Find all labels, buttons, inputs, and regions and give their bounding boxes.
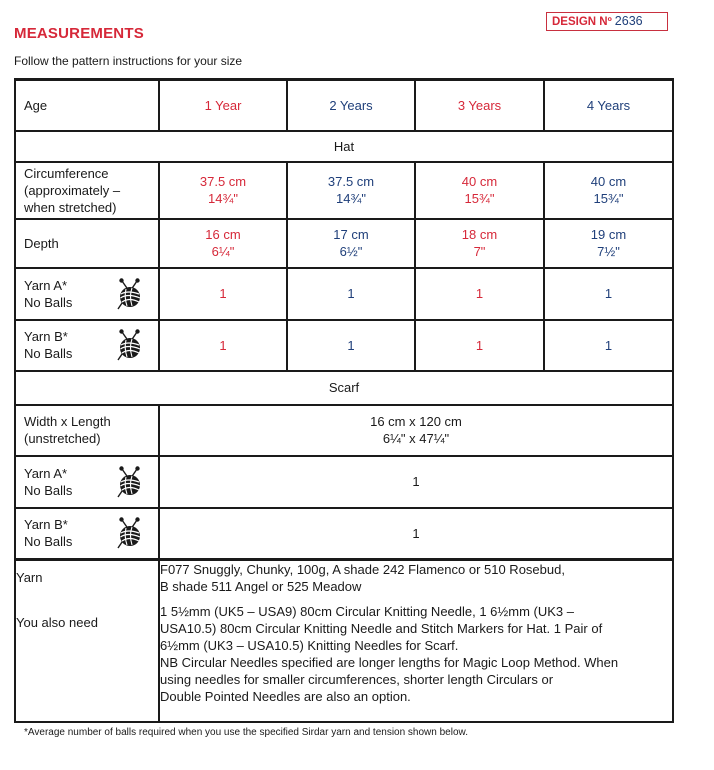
- age-label: Age: [15, 80, 159, 131]
- label-line: Circumference: [24, 165, 109, 181]
- info-labels: [15, 560, 159, 722]
- yarn-b-balls: 1: [415, 320, 544, 371]
- depth-cell: [544, 219, 673, 268]
- hat-yarn-b-label: [15, 320, 159, 371]
- size-header-4: 4 Years: [544, 80, 673, 131]
- depth-cell: [287, 219, 415, 268]
- cm-value: 37.5 cm: [199, 174, 247, 189]
- depth-row: [15, 219, 673, 268]
- hat-section-row: [15, 131, 673, 162]
- design-label: DESIGN Nº: [552, 16, 612, 28]
- design-number-box: [546, 12, 668, 31]
- cm-value: 40 cm: [461, 174, 498, 189]
- label-line: No Balls: [24, 346, 73, 361]
- also-need-label: You also need: [16, 615, 98, 630]
- cm-value: 17 cm: [333, 227, 369, 242]
- scarf-section-row: [15, 371, 673, 405]
- hat-yarn-b-row: [15, 320, 673, 371]
- hat-section-label: Hat: [15, 131, 673, 162]
- footnote: *Average number of balls required when you use the specified Sirdar yarn and tension shown below.: [24, 727, 468, 738]
- scarf-yarn-b-row: [15, 508, 673, 560]
- info-body: [159, 560, 673, 722]
- also-need-description: [160, 603, 672, 705]
- label-line: Yarn A*: [24, 277, 68, 293]
- circumference-row: [15, 162, 673, 219]
- depth-label: Depth: [15, 219, 159, 268]
- scarf-size-label: [15, 405, 159, 456]
- yarn-b-balls: 1: [159, 320, 287, 371]
- design-number: 2636: [614, 14, 643, 28]
- size-header-2: 2 Years: [287, 80, 415, 131]
- scarf-section-label: Scarf: [15, 371, 673, 405]
- yarn-label: Yarn: [16, 570, 43, 585]
- yarn-ball-icon: [114, 465, 144, 499]
- measurements-table: [14, 78, 674, 723]
- scarf-yarn-a-row: [15, 456, 673, 508]
- yarn-a-balls: 1: [159, 268, 287, 320]
- yarn-ball-icon: [114, 328, 144, 362]
- yarn-a-balls: 1: [544, 268, 673, 320]
- inch-value: 7": [473, 244, 486, 259]
- label-line: (unstretched): [24, 431, 101, 446]
- size-header-3: 3 Years: [415, 80, 544, 131]
- circumference-cell: [415, 162, 544, 219]
- page-title: MEASUREMENTS: [14, 25, 144, 42]
- yarn-a-balls: 1: [415, 268, 544, 320]
- label-line: Yarn A*: [24, 465, 68, 481]
- scarf-size-row: [15, 405, 673, 456]
- cm-value: 16 cm: [205, 227, 241, 242]
- circumference-label: [15, 162, 159, 219]
- yarn-b-balls: 1: [287, 320, 415, 371]
- text-line: using needles for smaller circumferences, shorter length Circulars or: [160, 672, 554, 687]
- inch-value: 6¼" x 47¼": [382, 431, 450, 446]
- yarn-ball-icon: [114, 516, 144, 550]
- label-line: Width x Length: [24, 414, 111, 429]
- cm-value: 16 cm x 120 cm: [370, 414, 462, 429]
- yarn-b-balls: 1: [544, 320, 673, 371]
- text-line: B shade 511 Angel or 525 Meadow: [160, 579, 362, 594]
- depth-cell: [159, 219, 287, 268]
- hat-yarn-a-row: [15, 268, 673, 320]
- depth-cell: [415, 219, 544, 268]
- yarn-ball-icon: [114, 277, 144, 311]
- inch-value: 15¾": [593, 191, 624, 206]
- text-line: F077 Snuggly, Chunky, 100g, A shade 242 Flamenco or 510 Rosebud,: [160, 562, 565, 577]
- label-line: Yarn B*: [24, 517, 68, 533]
- inch-value: 14¾": [208, 191, 238, 206]
- circumference-cell: [159, 162, 287, 219]
- subtitle: Follow the pattern instructions for your size: [14, 54, 243, 68]
- cm-value: 18 cm: [461, 227, 498, 242]
- cm-value: 40 cm: [590, 174, 627, 189]
- label-line: No Balls: [24, 534, 73, 550]
- hat-yarn-a-label: [15, 268, 159, 320]
- inch-value: 6¼": [211, 244, 235, 259]
- label-line: No Balls: [24, 482, 73, 498]
- inch-value: 14¾": [336, 191, 366, 206]
- inch-value: 6½": [339, 244, 363, 259]
- text-line: 1 5½mm (UK5 – USA9) 80cm Circular Knitting Needle, 1 6½mm (UK3 –: [160, 604, 574, 619]
- scarf-yarn-a-balls: 1: [159, 456, 673, 508]
- inch-value: 15¾": [464, 191, 495, 206]
- size-header-1: 1 Year: [159, 80, 287, 131]
- age-row: [15, 80, 673, 131]
- yarn-description: [160, 561, 672, 595]
- label-line: when stretched): [24, 199, 117, 215]
- text-line: USA10.5) 80cm Circular Knitting Needle and Stitch Markers for Hat. 1 Pair of: [160, 621, 603, 636]
- circumference-cell: [287, 162, 415, 219]
- label-line: (approximately –: [24, 182, 121, 198]
- scarf-yarn-a-label: [15, 456, 159, 508]
- inch-value: 7½": [597, 244, 620, 259]
- circumference-cell: [544, 162, 673, 219]
- scarf-yarn-b-balls: 1: [159, 508, 673, 560]
- text-line: 6½mm (UK3 – USA10.5) Knitting Needles for Scarf.: [160, 638, 459, 653]
- yarn-a-balls: 1: [287, 268, 415, 320]
- cm-value: 19 cm: [590, 227, 627, 242]
- label-line: No Balls: [24, 294, 73, 310]
- info-row: [15, 560, 673, 722]
- label-line: Yarn B*: [24, 329, 68, 344]
- scarf-size-cell: [159, 405, 673, 456]
- text-line: Double Pointed Needles are also an option.: [160, 689, 411, 704]
- text-line: NB Circular Needles specified are longer lengths for Magic Loop Method. When: [160, 655, 619, 670]
- scarf-yarn-b-label: [15, 508, 159, 560]
- cm-value: 37.5 cm: [327, 174, 375, 189]
